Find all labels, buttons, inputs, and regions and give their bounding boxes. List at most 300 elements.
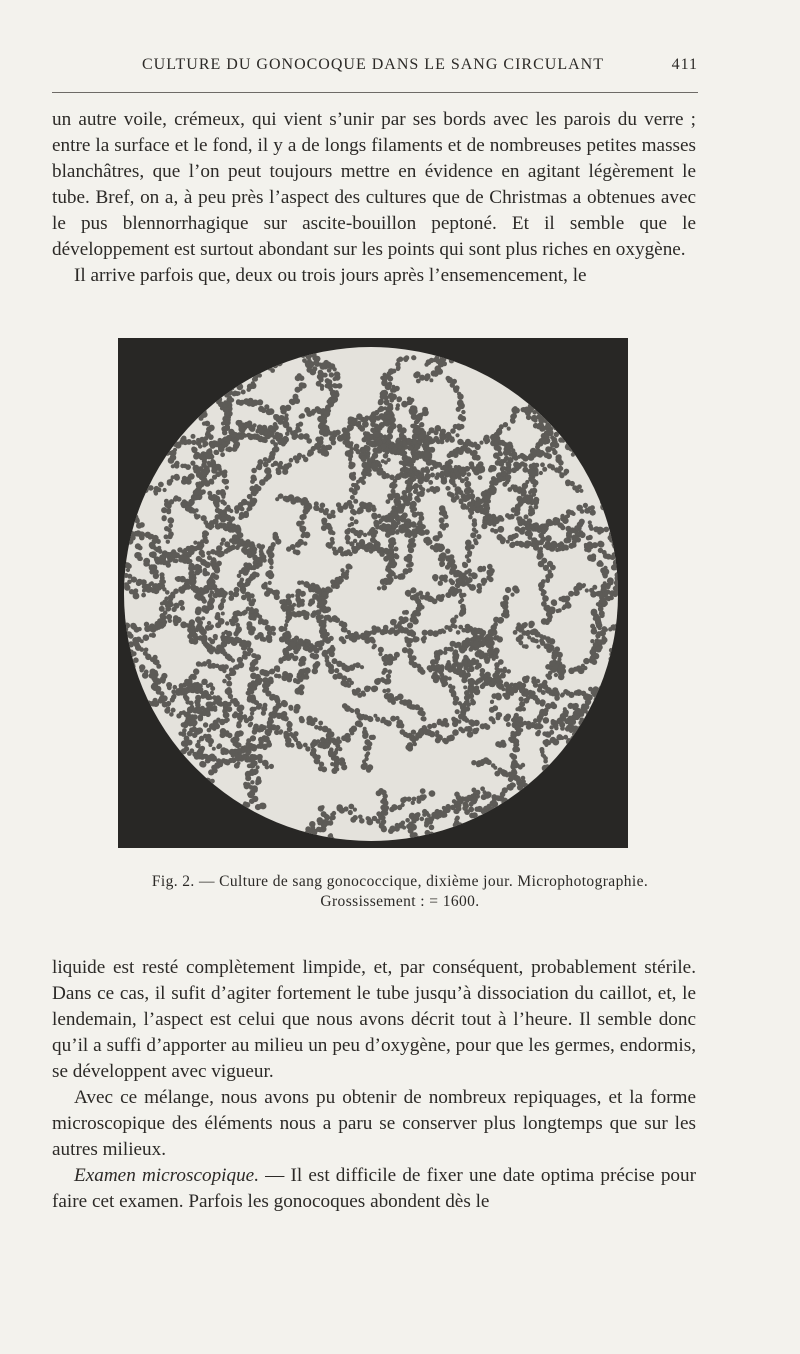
coccus-dot: [579, 728, 584, 733]
coccus-dot: [571, 769, 578, 776]
coccus-dot: [330, 537, 335, 542]
coccus-dot: [148, 626, 153, 631]
coccus-dot: [595, 782, 601, 788]
coccus-dot: [301, 526, 307, 532]
coccus-dot: [489, 347, 494, 352]
coccus-dot: [515, 805, 519, 809]
coccus-dot: [610, 777, 616, 783]
coccus-dot: [250, 707, 256, 713]
coccus-dot: [141, 793, 146, 798]
coccus-dot: [206, 807, 211, 812]
coccus-dot: [543, 833, 548, 838]
coccus-dot: [496, 361, 501, 366]
coccus-dot: [171, 708, 176, 713]
coccus-dot: [382, 390, 389, 397]
coccus-dot: [616, 384, 622, 390]
coccus-dot: [195, 386, 200, 391]
coccus-dot: [218, 618, 225, 625]
coccus-dot: [135, 791, 140, 796]
coccus-dot: [363, 533, 367, 537]
coccus-dot: [526, 383, 531, 388]
coccus-dot: [286, 598, 291, 603]
coccus-dot: [595, 369, 600, 374]
coccus-dot: [437, 837, 442, 842]
coccus-dot: [453, 649, 458, 654]
coccus-dot: [439, 517, 445, 523]
coccus-dot: [611, 375, 615, 379]
coccus-dot: [149, 552, 155, 558]
coccus-dot: [378, 647, 384, 653]
coccus-dot: [212, 828, 218, 834]
coccus-dot: [607, 775, 613, 781]
coccus-dot: [429, 836, 435, 842]
coccus-dot: [119, 481, 123, 485]
coccus-dot: [197, 828, 204, 835]
coccus-dot: [237, 638, 242, 643]
coccus-dot: [463, 352, 467, 356]
coccus-dot: [583, 764, 589, 770]
coccus-dot: [625, 436, 628, 441]
coccus-dot: [500, 601, 504, 605]
coccus-dot: [564, 469, 570, 475]
coccus-dot: [429, 825, 435, 831]
coccus-dot: [490, 338, 496, 344]
coccus-dot: [479, 441, 483, 445]
coccus-dot: [181, 830, 188, 837]
coccus-dot: [203, 421, 207, 425]
coccus-dot: [584, 390, 589, 395]
coccus-dot: [235, 626, 242, 633]
coccus-dot: [257, 754, 263, 760]
coccus-dot: [519, 376, 525, 382]
coccus-dot: [257, 353, 262, 358]
coccus-dot: [166, 706, 170, 710]
coccus-dot: [586, 536, 591, 541]
coccus-dot: [231, 617, 237, 623]
coccus-dot: [545, 809, 551, 815]
coccus-dot: [121, 809, 126, 814]
coccus-dot: [416, 498, 421, 503]
coccus-dot: [607, 448, 611, 452]
coccus-dot: [615, 357, 621, 363]
coccus-dot: [454, 385, 459, 390]
coccus-dot: [419, 434, 425, 440]
coccus-dot: [174, 475, 180, 481]
coccus-dot: [511, 762, 517, 768]
coccus-dot: [530, 797, 534, 801]
coccus-dot: [502, 482, 507, 487]
coccus-dot: [522, 379, 526, 383]
coccus-dot: [142, 487, 149, 494]
coccus-dot: [545, 446, 551, 452]
coccus-dot: [294, 656, 299, 661]
coccus-dot: [556, 824, 561, 829]
coccus-dot: [588, 752, 595, 759]
coccus-dot: [191, 381, 197, 387]
coccus-dot: [397, 424, 403, 430]
coccus-dot: [264, 591, 270, 597]
coccus-dot: [444, 665, 450, 671]
coccus-dot: [188, 785, 192, 789]
coccus-dot: [491, 763, 496, 768]
coccus-dot: [238, 819, 243, 824]
coccus-dot: [345, 450, 352, 457]
coccus-dot: [422, 407, 428, 413]
coccus-dot: [308, 588, 312, 592]
coccus-dot: [554, 432, 559, 437]
coccus-dot: [581, 767, 586, 772]
coccus-dot: [614, 391, 618, 395]
coccus-dot: [200, 360, 204, 364]
coccus-dot: [587, 366, 591, 370]
coccus-dot: [389, 529, 396, 536]
coccus-dot: [626, 774, 628, 779]
coccus-dot: [599, 350, 604, 355]
coccus-dot: [152, 684, 156, 688]
coccus-dot: [610, 663, 614, 667]
coccus-dot: [221, 612, 225, 616]
coccus-dot: [318, 363, 322, 367]
coccus-dot: [571, 745, 577, 751]
coccus-dot: [278, 418, 283, 423]
coccus-dot: [615, 393, 620, 398]
coccus-dot: [274, 730, 280, 736]
coccus-dot: [578, 768, 583, 773]
coccus-dot: [611, 774, 616, 779]
coccus-dot: [452, 721, 458, 727]
coccus-dot: [165, 338, 171, 341]
coccus-dot: [211, 833, 216, 838]
coccus-dot: [425, 830, 431, 836]
coccus-dot: [597, 788, 601, 792]
coccus-dot: [393, 483, 397, 487]
coccus-dot: [313, 717, 318, 722]
coccus-dot: [126, 504, 133, 511]
coccus-dot: [118, 636, 121, 640]
coccus-dot: [208, 818, 214, 824]
coccus-dot: [332, 547, 337, 552]
coccus-dot: [601, 401, 606, 406]
coccus-dot: [118, 816, 121, 822]
coccus-dot: [217, 360, 223, 366]
coccus-dot: [396, 719, 403, 726]
coccus-dot: [298, 498, 303, 503]
coccus-dot: [401, 524, 406, 529]
coccus-dot: [348, 463, 354, 469]
coccus-dot: [566, 768, 572, 774]
coccus-dot: [437, 720, 442, 725]
coccus-dot: [574, 405, 579, 410]
coccus-dot: [120, 622, 126, 628]
coccus-dot: [609, 782, 616, 789]
coccus-dot: [546, 453, 552, 459]
coccus-dot: [583, 693, 590, 700]
coccus-dot: [609, 416, 616, 423]
coccus-dot: [612, 643, 618, 649]
coccus-dot: [603, 784, 608, 789]
coccus-dot: [607, 379, 613, 385]
coccus-dot: [556, 609, 560, 613]
coccus-dot: [480, 827, 485, 832]
coccus-dot: [554, 673, 558, 677]
coccus-dot: [269, 764, 274, 769]
coccus-dot: [512, 801, 517, 806]
coccus-dot: [230, 738, 235, 743]
coccus-dot: [410, 537, 415, 542]
coccus-dot: [180, 464, 185, 469]
coccus-dot: [346, 549, 351, 554]
coccus-dot: [500, 791, 505, 796]
coccus-dot: [480, 759, 486, 765]
coccus-dot: [126, 788, 132, 794]
coccus-dot: [196, 438, 200, 442]
coccus-dot: [609, 753, 614, 758]
coccus-dot: [590, 388, 595, 393]
coccus-dot: [204, 369, 209, 374]
coccus-dot: [299, 514, 305, 520]
coccus-dot: [249, 763, 254, 768]
coccus-dot: [255, 370, 259, 374]
coccus-dot: [216, 644, 222, 650]
coccus-dot: [133, 657, 139, 663]
coccus-dot: [207, 831, 212, 836]
coccus-dot: [494, 432, 500, 438]
coccus-dot: [595, 785, 601, 791]
coccus-dot: [596, 786, 601, 791]
coccus-dot: [601, 685, 607, 691]
coccus-dot: [236, 723, 242, 729]
coccus-dot: [163, 488, 167, 492]
coccus-dot: [133, 784, 138, 789]
coccus-dot: [188, 788, 195, 795]
coccus-dot: [297, 539, 304, 546]
coccus-dot: [128, 800, 133, 805]
coccus-dot: [328, 668, 334, 674]
coccus-dot: [620, 752, 624, 756]
coccus-dot: [483, 845, 489, 848]
coccus-dot: [172, 436, 177, 441]
coccus-dot: [552, 423, 557, 428]
coccus-dot: [264, 761, 269, 766]
coccus-dot: [510, 542, 515, 547]
coccus-dot: [211, 765, 216, 770]
coccus-dot: [600, 439, 606, 445]
coccus-dot: [194, 817, 199, 822]
coccus-dot: [598, 626, 602, 630]
coccus-dot: [136, 704, 142, 710]
coccus-dot: [576, 729, 581, 734]
coccus-dot: [268, 359, 274, 365]
coccus-dot: [194, 836, 199, 841]
coccus-dot: [582, 583, 586, 587]
coccus-dot: [213, 834, 219, 840]
coccus-dot: [569, 364, 575, 370]
coccus-dot: [566, 822, 570, 826]
coccus-dot: [355, 688, 361, 694]
coccus-dot: [457, 400, 464, 407]
coccus-dot: [617, 452, 623, 458]
coccus-dot: [121, 500, 128, 507]
coccus-dot: [258, 351, 264, 357]
coccus-dot: [481, 794, 487, 800]
coccus-dot: [197, 408, 203, 414]
coccus-dot: [127, 797, 132, 802]
coccus-dot: [196, 832, 201, 837]
coccus-dot: [496, 694, 502, 700]
coccus-dot: [425, 373, 431, 379]
coccus-dot: [595, 746, 601, 752]
coccus-dot: [578, 725, 585, 732]
coccus-dot: [597, 687, 603, 693]
coccus-dot: [547, 823, 554, 830]
coccus-dot: [591, 388, 596, 393]
coccus-dot: [523, 338, 528, 339]
coccus-dot: [248, 648, 254, 654]
coccus-dot: [589, 425, 594, 430]
coccus-dot: [383, 375, 388, 380]
coccus-dot: [128, 641, 134, 647]
coccus-dot: [208, 637, 212, 641]
coccus-dot: [623, 441, 627, 445]
coccus-dot: [245, 782, 251, 788]
coccus-dot: [373, 714, 377, 718]
coccus-dot: [196, 781, 200, 785]
coccus-dot: [268, 581, 272, 585]
coccus-dot: [169, 763, 176, 770]
coccus-dot: [609, 667, 614, 672]
coccus-dot: [312, 596, 316, 600]
coccus-dot: [600, 394, 605, 399]
coccus-dot: [258, 737, 264, 743]
coccus-dot: [583, 385, 588, 390]
coccus-dot: [286, 546, 291, 551]
coccus-dot: [553, 831, 559, 837]
coccus-dot: [598, 747, 604, 753]
coccus-dot: [508, 377, 513, 382]
coccus-dot: [591, 780, 597, 786]
coccus-dot: [609, 783, 614, 788]
coccus-dot: [598, 427, 605, 434]
coccus-dot: [269, 359, 273, 363]
coccus-dot: [199, 761, 205, 767]
coccus-dot: [531, 676, 536, 681]
coccus-dot: [126, 648, 131, 653]
coccus-dot: [377, 586, 381, 590]
coccus-dot: [481, 828, 487, 834]
coccus-dot: [574, 388, 579, 393]
coccus-dot: [574, 414, 579, 419]
coccus-dot: [352, 689, 356, 693]
coccus-dot: [290, 743, 295, 748]
coccus-dot: [176, 713, 181, 718]
coccus-dot: [529, 348, 536, 355]
coccus-dot: [482, 566, 486, 570]
coccus-dot: [552, 424, 557, 429]
coccus-dot: [390, 716, 396, 722]
coccus-dot: [204, 370, 210, 376]
coccus-dot: [212, 813, 216, 817]
coccus-dot: [584, 359, 589, 364]
coccus-dot: [540, 361, 546, 367]
coccus-dot: [599, 362, 605, 368]
coccus-dot: [429, 378, 433, 382]
coccus-dot: [610, 375, 617, 382]
coccus-dot: [579, 789, 585, 795]
coccus-dot: [586, 385, 592, 391]
coccus-dot: [320, 343, 326, 349]
coccus-dot: [581, 765, 585, 769]
coccus-dot: [539, 374, 544, 379]
coccus-dot: [379, 407, 384, 412]
coccus-dot: [581, 724, 587, 730]
coccus-dot: [535, 731, 540, 736]
coccus-dot: [419, 491, 425, 497]
coccus-dot: [153, 831, 158, 836]
coccus-dot: [461, 410, 465, 414]
coccus-dot: [324, 339, 329, 344]
coccus-dot: [627, 634, 628, 640]
coccus-dot: [542, 590, 547, 595]
coccus-dot: [598, 351, 604, 357]
coccus-dot: [285, 431, 290, 436]
coccus-dot: [324, 508, 329, 513]
coccus-dot: [570, 363, 576, 369]
coccus-dot: [522, 374, 527, 379]
coccus-dot: [606, 750, 611, 755]
coccus-dot: [593, 355, 599, 361]
coccus-dot: [591, 425, 596, 430]
coccus-dot: [206, 684, 210, 688]
coccus-dot: [536, 554, 542, 560]
coccus-dot: [407, 397, 412, 402]
coccus-dot: [584, 719, 590, 725]
coccus-dot: [568, 367, 574, 373]
coccus-dot: [572, 747, 577, 752]
coccus-dot: [525, 811, 530, 816]
coccus-dot: [536, 403, 541, 408]
coccus-dot: [144, 670, 149, 675]
coccus-dot: [197, 353, 203, 359]
coccus-dot: [389, 484, 393, 488]
coccus-dot: [121, 498, 125, 502]
coccus-dot: [459, 424, 464, 429]
coccus-dot: [583, 353, 590, 360]
coccus-dot: [190, 461, 195, 466]
coccus-dot: [566, 365, 572, 371]
coccus-dot: [569, 693, 573, 697]
coccus-dot: [384, 399, 389, 404]
coccus-dot: [388, 570, 394, 576]
coccus-dot: [603, 437, 609, 443]
coccus-dot: [256, 367, 260, 371]
coccus-dot: [607, 428, 613, 434]
coccus-dot: [121, 803, 127, 809]
coccus-dot: [484, 830, 489, 835]
coccus-dot: [563, 709, 569, 715]
coccus-dot: [546, 416, 552, 422]
coccus-dot: [195, 351, 200, 356]
coccus-dot: [607, 684, 612, 689]
coccus-dot: [593, 745, 598, 750]
coccus-dot: [552, 601, 558, 607]
coccus-dot: [590, 768, 596, 774]
coccus-dot: [544, 846, 549, 848]
coccus-dot: [148, 535, 152, 539]
coccus-dot: [611, 371, 615, 375]
coccus-dot: [329, 372, 334, 377]
coccus-dot: [299, 716, 304, 721]
coccus-dot: [597, 384, 603, 390]
